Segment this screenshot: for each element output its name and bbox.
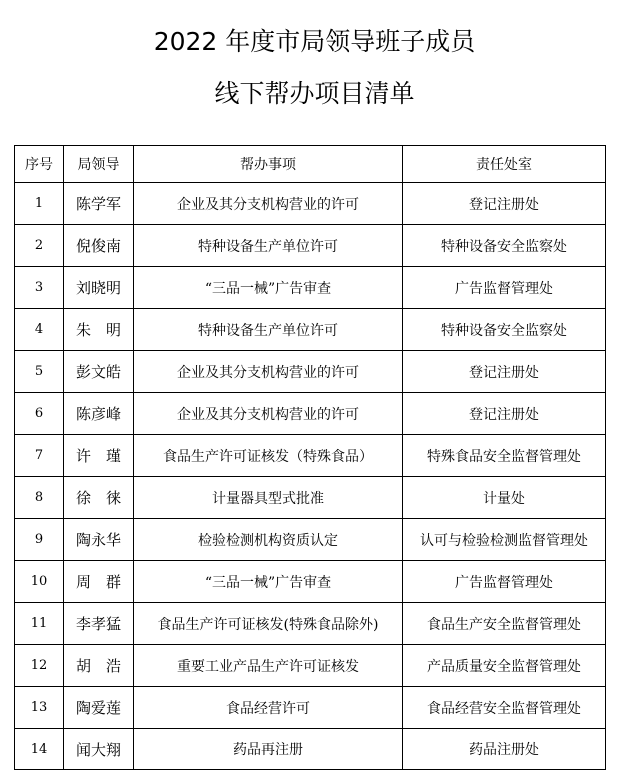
header-office: 责任处室 — [403, 146, 606, 183]
row-leader: 周 群 — [64, 561, 134, 603]
row-seq: 1 — [15, 183, 64, 225]
table-row — [15, 225, 606, 267]
document-title-line1: 2022 年度市局领导班子成员 — [153, 27, 476, 56]
row-leader: 许 瑾 — [64, 435, 134, 477]
row-seq: 9 — [15, 519, 64, 561]
row-office: 食品生产安全监督管理处 — [403, 603, 606, 645]
table-header-row — [15, 146, 606, 183]
row-leader: 陶永华 — [64, 519, 134, 561]
table-row — [15, 519, 606, 561]
row-seq: 8 — [15, 477, 64, 519]
row-seq: 2 — [15, 225, 64, 267]
row-leader: 彭文皓 — [64, 351, 134, 393]
row-seq: 6 — [15, 393, 64, 435]
row-office: 特种设备安全监察处 — [403, 225, 606, 267]
row-office: 登记注册处 — [403, 351, 606, 393]
row-leader: 徐 徕 — [64, 477, 134, 519]
table-row — [15, 267, 606, 309]
row-seq: 13 — [15, 687, 64, 729]
row-office: 药品注册处 — [403, 729, 606, 770]
table-row — [15, 687, 606, 729]
row-office: 登记注册处 — [403, 183, 606, 225]
row-item: 食品生产许可证核发（特殊食品） — [134, 435, 403, 477]
row-office: 产品质量安全监督管理处 — [403, 645, 606, 687]
row-seq: 5 — [15, 351, 64, 393]
row-office: 食品经营安全监督管理处 — [403, 687, 606, 729]
row-item: 食品经营许可 — [134, 687, 403, 729]
row-seq: 10 — [15, 561, 64, 603]
row-seq: 14 — [15, 729, 64, 770]
header-seq: 序号 — [15, 146, 64, 183]
table-row — [15, 561, 606, 603]
row-item: 特种设备生产单位许可 — [134, 225, 403, 267]
row-office: 特种设备安全监察处 — [403, 309, 606, 351]
row-item: 药品再注册 — [134, 729, 403, 770]
row-leader: 刘晓明 — [64, 267, 134, 309]
row-seq: 11 — [15, 603, 64, 645]
header-item: 帮办事项 — [134, 146, 403, 183]
row-item: “三品一械”广告审查 — [134, 267, 403, 309]
row-item: 重要工业产品生产许可证核发 — [134, 645, 403, 687]
row-office: 广告监督管理处 — [403, 267, 606, 309]
row-item: “三品一械”广告审查 — [134, 561, 403, 603]
table-row — [15, 393, 606, 435]
row-office: 登记注册处 — [403, 393, 606, 435]
row-seq: 7 — [15, 435, 64, 477]
header-leader: 局领导 — [64, 146, 134, 183]
row-item: 计量器具型式批准 — [134, 477, 403, 519]
row-item: 企业及其分支机构营业的许可 — [134, 183, 403, 225]
row-office: 计量处 — [403, 477, 606, 519]
row-item: 检验检测机构资质认定 — [134, 519, 403, 561]
row-leader: 李孝猛 — [64, 603, 134, 645]
row-item: 特种设备生产单位许可 — [134, 309, 403, 351]
table-row — [15, 435, 606, 477]
table-row — [15, 309, 606, 351]
row-seq: 12 — [15, 645, 64, 687]
row-leader: 朱 明 — [64, 309, 134, 351]
table-row — [15, 603, 606, 645]
row-seq: 4 — [15, 309, 64, 351]
document-title-line2: 线下帮办项目清单 — [214, 79, 415, 108]
row-leader: 陈彦峰 — [64, 393, 134, 435]
row-leader: 陶爱莲 — [64, 687, 134, 729]
row-item: 企业及其分支机构营业的许可 — [134, 351, 403, 393]
row-leader: 胡 浩 — [64, 645, 134, 687]
table-row — [15, 351, 606, 393]
row-office: 特殊食品安全监督管理处 — [403, 435, 606, 477]
project-table — [14, 145, 606, 770]
table-row — [15, 183, 606, 225]
row-leader: 陈学军 — [64, 183, 134, 225]
table-row — [15, 477, 606, 519]
table-row — [15, 645, 606, 687]
table-row — [15, 729, 606, 770]
row-seq: 3 — [15, 267, 64, 309]
row-item: 食品生产许可证核发(特殊食品除外) — [134, 603, 403, 645]
row-leader: 倪俊南 — [64, 225, 134, 267]
row-item: 企业及其分支机构营业的许可 — [134, 393, 403, 435]
row-office: 广告监督管理处 — [403, 561, 606, 603]
row-office: 认可与检验检测监督管理处 — [403, 519, 606, 561]
row-leader: 闻大翔 — [64, 729, 134, 770]
